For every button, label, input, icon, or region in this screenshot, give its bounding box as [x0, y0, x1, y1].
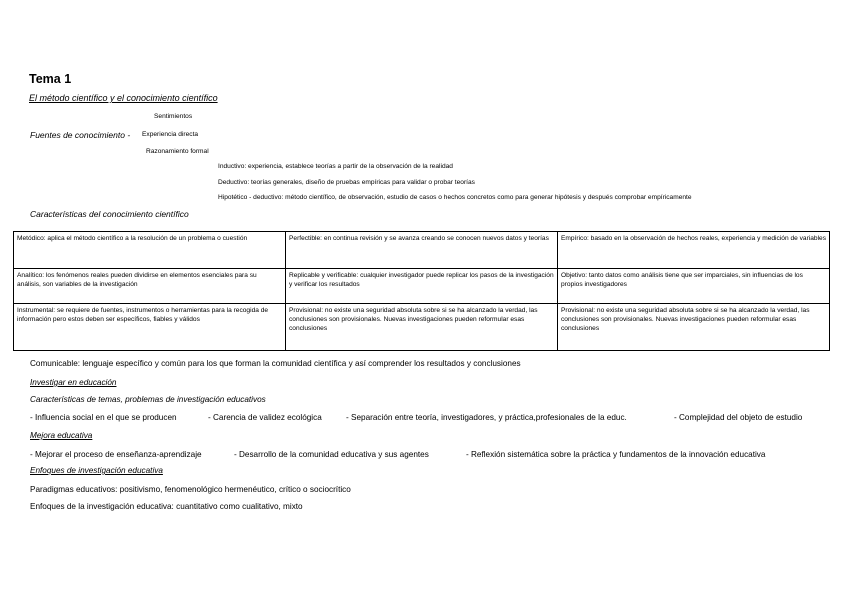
- investigar-item: - Separación entre teoría, investigadores, y práctica,profesionales de la educ.: [346, 413, 627, 422]
- razonamiento-hipotetico: Hipotético - deductivo: método científico, de observación, estudio de casos o hechos concretos como para generar hipótesis y después comprobar empíricamente: [218, 194, 692, 201]
- comunicable-text: Comunicable: lenguaje específico y común para los que forman la comunidad científica y así comprender los resultados y conclusiones: [30, 359, 521, 368]
- table-cell: Empírico: basado en la observación de hechos reales, experiencia y medición de variables: [558, 232, 830, 269]
- investigar-subheading: Características de temas, problemas de investigación educativos: [30, 395, 266, 404]
- table-cell: Provisional: no existe una seguridad absoluta sobre si se ha alcanzado la verdad, las conclusiones son provisionales. Nuevas investigaciones pueden reformular esas conclusiones: [558, 304, 830, 351]
- paradigmas-text: Paradigmas educativos: positivismo, fenomenológico hermenéutico, crítico o sociocrítico: [30, 485, 351, 494]
- investigar-item: - Carencia de validez ecológica: [208, 413, 322, 422]
- razonamiento-inductivo: Inductivo: experiencia, establece teorías a partir de la observación de la realidad: [218, 163, 453, 170]
- mejora-heading: Mejora educativa: [30, 431, 93, 440]
- table-cell: Objetivo: tanto datos como análisis tiene que ser imparciales, sin influencias de los propios investigadores: [558, 269, 830, 304]
- mejora-item: - Mejorar el proceso de enseñanza-aprendizaje: [30, 450, 202, 459]
- sources-label: Fuentes de conocimiento -: [30, 130, 131, 140]
- table-cell: Provisional: no existe una seguridad absoluta sobre si se ha alcanzado la verdad, las conclusiones son provisionales. Nuevas investigaciones pueden reformular esas conclusiones: [286, 304, 558, 351]
- investigar-item: - Influencia social en el que se producen: [30, 413, 177, 422]
- characteristics-table: [13, 231, 830, 351]
- mejora-item: - Reflexión sistemática sobre la práctica y fundamentos de la innovación educativa: [466, 450, 766, 459]
- enfoques-text: Enfoques de la investigación educativa: cuantitativo como cualitativo, mixto: [30, 502, 303, 511]
- mejora-item: - Desarrollo de la comunidad educativa y sus agentes: [234, 450, 429, 459]
- table-row: [14, 232, 830, 269]
- table-cell: Instrumental: se requiere de fuentes, instrumentos o herramientas para la recogida de información pero estos deben ser específicos, fiables y válidos: [14, 304, 286, 351]
- table-row: [14, 304, 830, 351]
- source-sentimientos: Sentimientos: [154, 113, 193, 120]
- source-razonamiento: Razonamiento formal: [146, 148, 209, 155]
- table-row: [14, 269, 830, 304]
- investigar-heading: Investigar en educación: [30, 378, 117, 387]
- table-cell: Replicable y verificable: cualquier investigador puede replicar los pasos de la investigación y verificar los resultados: [286, 269, 558, 304]
- table-cell: Metódico: aplica el método científico a la resolución de un problema o cuestión: [14, 232, 286, 269]
- characteristics-heading: Características del conocimiento científico: [30, 209, 189, 219]
- table-cell: Perfectible: en continua revisión y se avanza creando se conocen nuevos datos y teorías: [286, 232, 558, 269]
- razonamiento-deductivo: Deductivo: teorías generales, diseño de pruebas empíricas para validar o probar teorías: [218, 179, 475, 186]
- enfoques-heading: Enfoques de investigación educativa: [30, 466, 163, 475]
- table-cell: Analítico: los fenómenos reales pueden dividirse en elementos esenciales para su análisis, son variables de la investigación: [14, 269, 286, 304]
- page-title: Tema 1: [29, 72, 72, 86]
- investigar-item: - Complejidad del objeto de estudio: [674, 413, 803, 422]
- source-experiencia: Experiencia directa: [142, 131, 199, 138]
- page-subtitle: El método científico y el conocimiento científico: [29, 93, 218, 103]
